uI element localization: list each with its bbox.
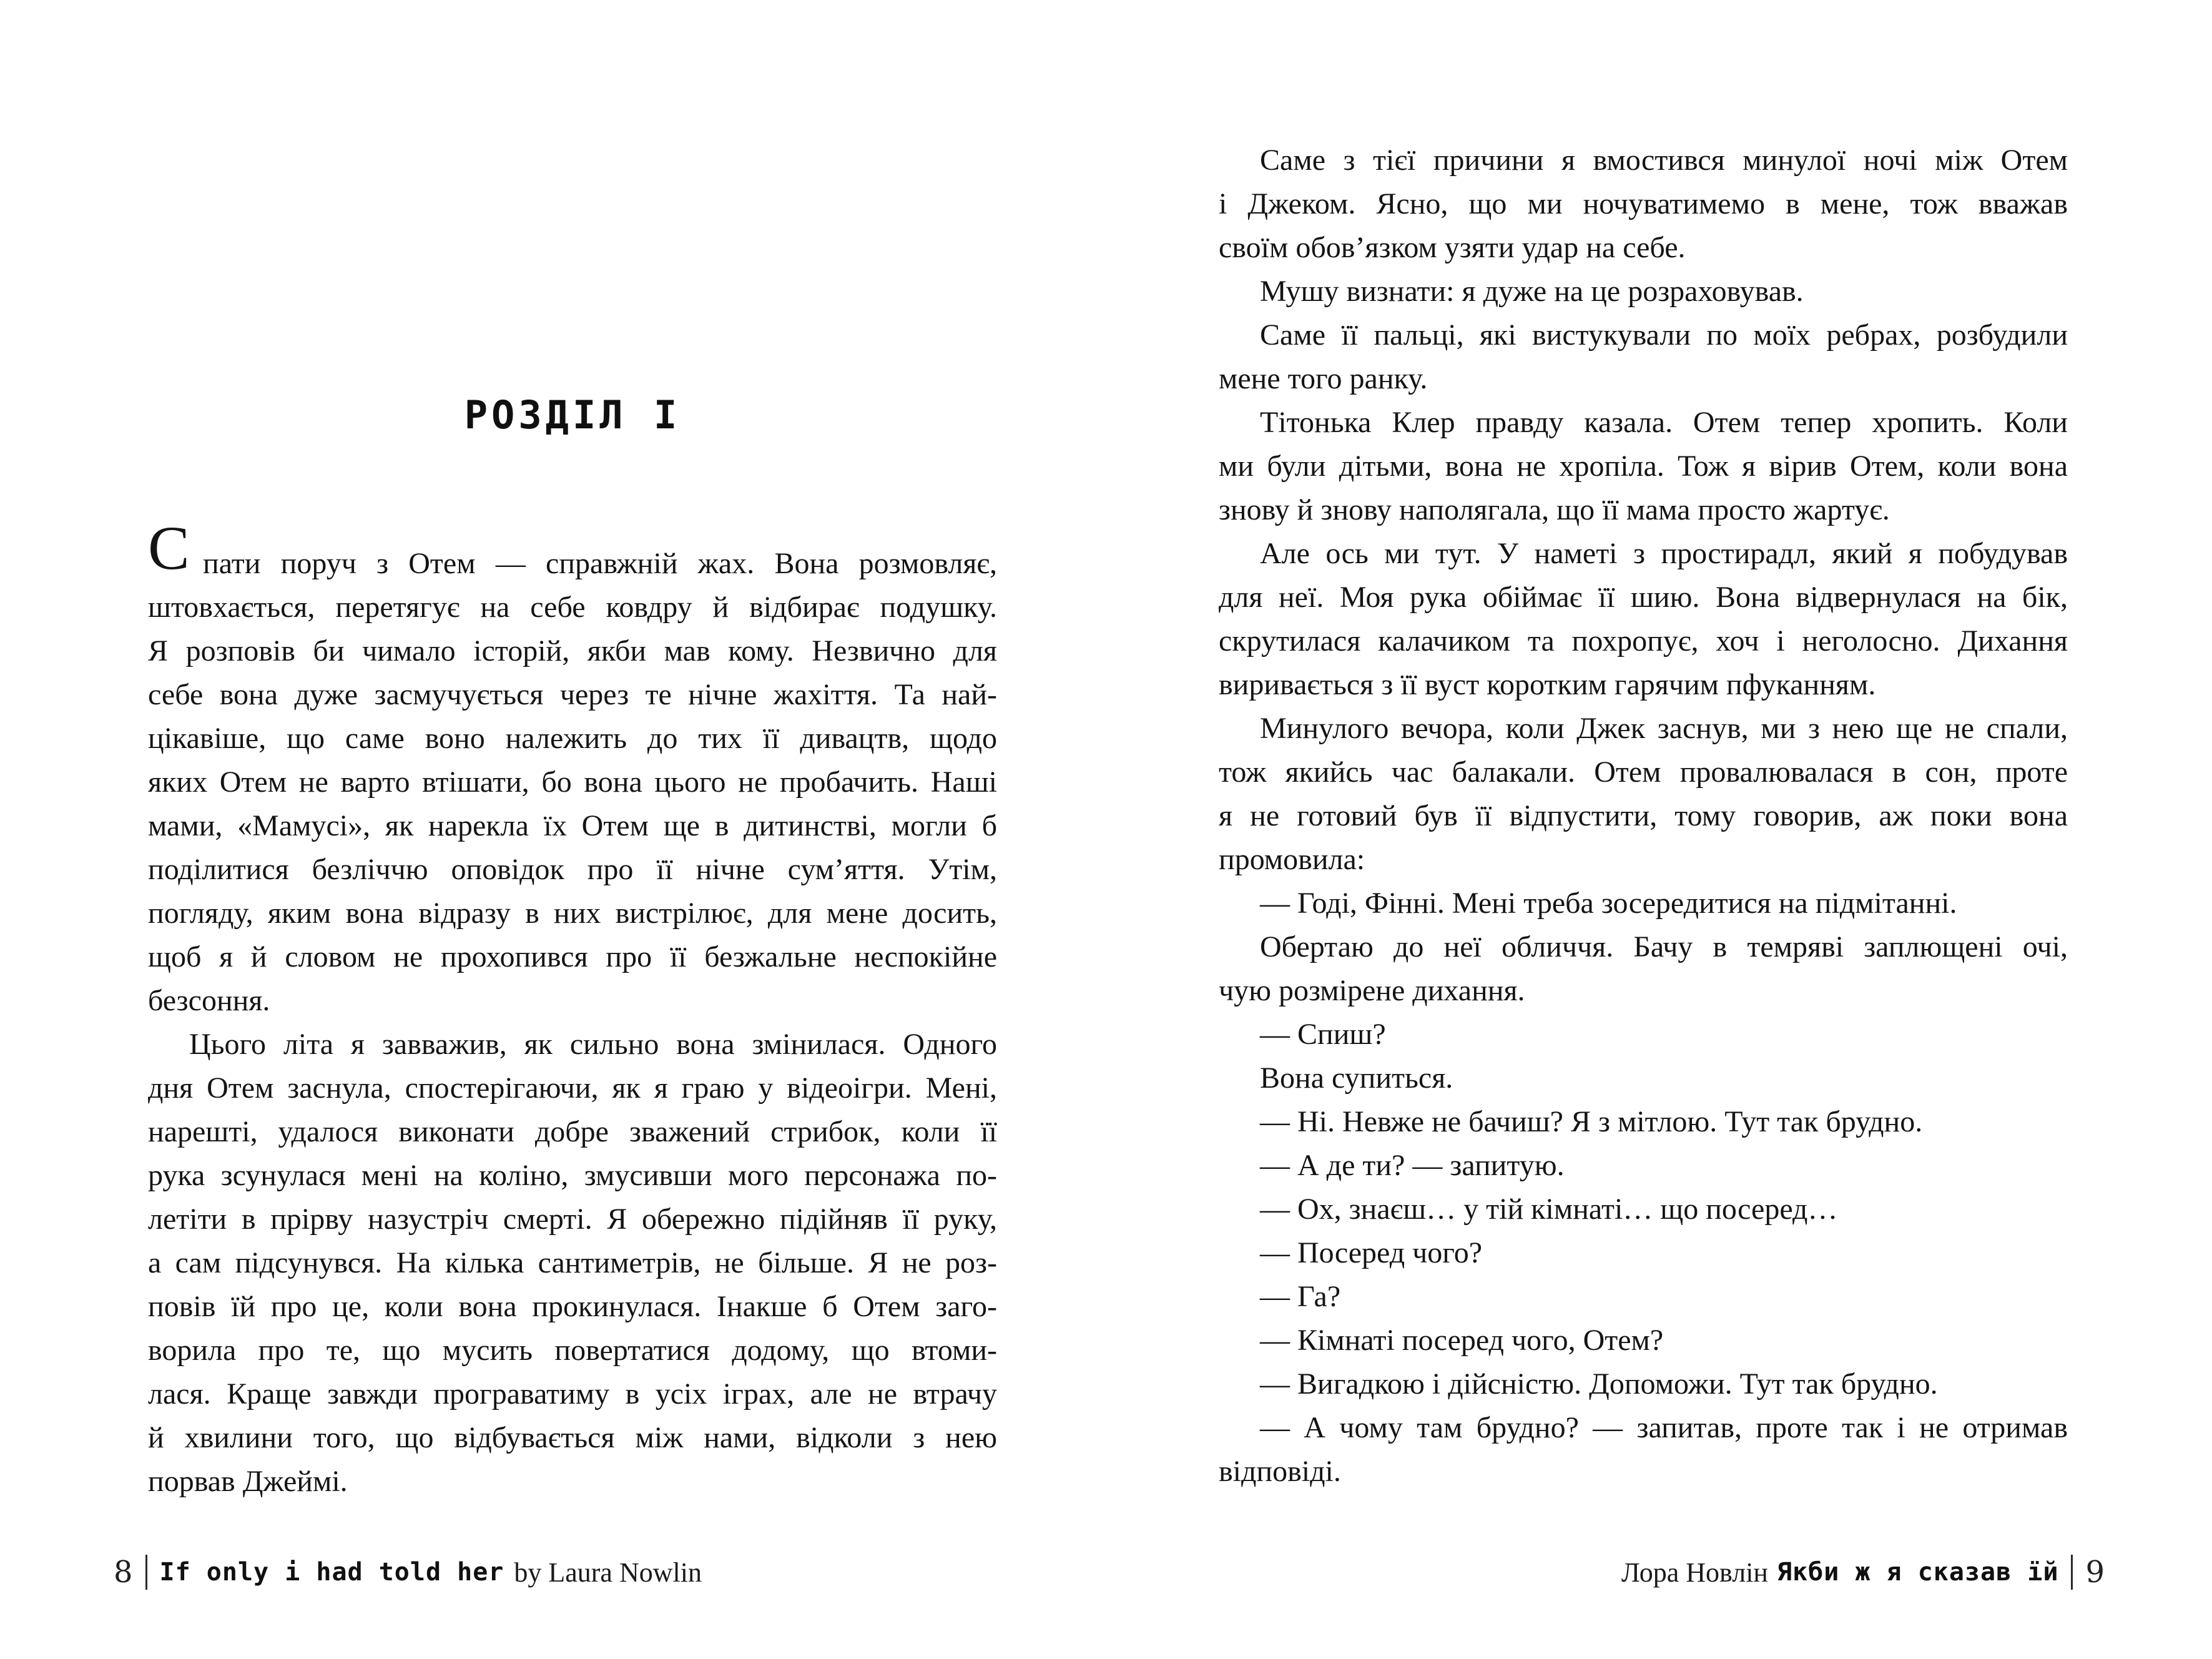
- right-page-number: 9: [2085, 1555, 2105, 1590]
- text-line: я не готовий був її відпустити, тому говорив, аж поки вона: [1219, 799, 2068, 832]
- text-line: промовила:: [1219, 843, 1365, 876]
- text-line: Минулого вечора, коли Джек заснув, ми з нею ще не спали,: [1260, 712, 2068, 745]
- text-line: знову й знову наполягала, що її мама просто жартує.: [1219, 493, 1890, 526]
- text-line: поділитися безліччю оповідок про її нічне сум’яття. Утім,: [148, 853, 997, 886]
- right-page: [1106, 0, 2212, 1659]
- text-line: виривається з її вуст коротким гарячим пфуканням.: [1219, 668, 1876, 701]
- text-line: летіти в прірву назустріч смерті. Я обережно підійняв її руку,: [148, 1203, 997, 1236]
- text-line: — А де ти? — запитую.: [1260, 1149, 1565, 1182]
- book-title-ukrainian: Якби ж я сказав їй: [1776, 1558, 2059, 1587]
- text-line: ми були дітьми, вона не хропіла. Тож я вірив Отем, коли вона: [1219, 450, 2068, 483]
- footer-divider-bar: [145, 1555, 147, 1590]
- footer-divider-bar: [2071, 1555, 2073, 1590]
- text-line: Я розповів би чимало історій, якби мав кому. Незвично для: [148, 634, 997, 667]
- text-line: для неї. Моя рука обіймає її шию. Вона відвернулася на бік,: [1219, 581, 2068, 614]
- text-line: щоб я й словом не прохопився про її безжальне неспокійне: [148, 940, 997, 973]
- text-line: себе вона дуже засмучується через те нічне жахіття. Та най-: [148, 678, 997, 711]
- text-line: погляду, яким вона відразу в них вистрілює, для мене досить,: [148, 897, 997, 930]
- text-line: ворила про те, що мусить повертатися додому, що втоми-: [148, 1334, 997, 1367]
- book-author-english: by Laura Nowlin: [514, 1557, 702, 1588]
- text-line: тож якийсь час балакали. Отем провалювалася в сон, проте: [1219, 756, 2068, 789]
- chapter-heading: РОЗДІЛ I: [464, 392, 681, 438]
- right-page-footer: [1621, 1555, 2105, 1590]
- book-title-english: If only i had told her: [159, 1558, 504, 1587]
- text-line: дня Отем заснула, спостерігаючи, як я граю у відеоігри. Мені,: [148, 1071, 997, 1105]
- text-line: рука зсунулася мені на коліно, змусивши мого персонажа по-: [148, 1159, 997, 1192]
- text-line: скрутилася калачиком та похропує, хоч і неголосно. Дихання: [1219, 624, 2068, 657]
- text-line: відповіді.: [1219, 1455, 1341, 1488]
- text-line: — Спиш?: [1260, 1018, 1386, 1051]
- text-line: Тітонька Клер правду казала. Отем тепер хропить. Коли: [1260, 406, 2068, 439]
- text-line: — Га?: [1260, 1280, 1341, 1313]
- text-line: штовхається, перетягує на себе ковдру й відбирає подушку.: [148, 591, 997, 624]
- text-line: нарешті, удалося виконати добре зважений стрибок, коли її: [148, 1115, 997, 1148]
- text-line: Саме з тієї причини я вмостився минулої ночі між Отем: [1260, 144, 2068, 177]
- text-line: Обертаю до неї обличчя. Бачу в темряві заплющені очі,: [1260, 930, 2068, 963]
- text-line: — Посеред чого?: [1260, 1236, 1483, 1269]
- book-author-ukrainian: Лора Новлін: [1621, 1557, 1768, 1588]
- text-line: а сам підсунувся. На кілька сантиметрів, не більше. Я не роз-: [148, 1246, 997, 1279]
- text-line: й хвилини того, що відбувається між нами, відколи з нею: [148, 1421, 997, 1454]
- left-page-number: 8: [114, 1555, 133, 1590]
- text-line: порвав Джеймі.: [148, 1465, 348, 1498]
- text-line: лася. Краще завжди програватиму в усіх іграх, але не втрачу: [148, 1377, 997, 1410]
- text-line: мами, «Мамусі», як нарекла їх Отем ще в дитинстві, могли б: [148, 809, 997, 842]
- text-line: безсоння.: [148, 984, 270, 1017]
- text-line: і Джеком. Ясно, що ми ночуватимемо в мене, тож вважав: [1219, 187, 2068, 220]
- text-line: повів їй про це, коли вона прокинулася. Інакше б Отем заго-: [148, 1290, 997, 1323]
- drop-cap-letter: С: [148, 513, 190, 583]
- text-line: своїм обов’язком узяти удар на себе.: [1219, 231, 1686, 264]
- right-page-text: [1219, 139, 2068, 1494]
- text-line: Але ось ми тут. У наметі з простирадл, який я побудував: [1260, 537, 2068, 570]
- text-line: Вона супиться.: [1260, 1061, 1453, 1095]
- text-line: — Ох, знаєш… у тій кімнаті… що посеред…: [1260, 1193, 1838, 1226]
- text-line: цікавіше, що саме воно належить до тих її дивацтв, щодо: [148, 722, 997, 755]
- text-line: Саме її пальці, які вистукували по моїх ребрах, розбудили: [1260, 318, 2068, 352]
- text-line: — А чому там брудно? — запитав, проте так і не отримав: [1260, 1411, 2068, 1444]
- left-page-footer: [114, 1555, 702, 1590]
- text-line: Цього літа я завважив, як сильно вона змінилася. Одного: [189, 1028, 997, 1061]
- text-line: яких Отем не варто втішати, бо вона цього не пробачить. Наші: [148, 766, 997, 799]
- text-line: — Вигадкою і дійсністю. Допоможи. Тут так брудно.: [1260, 1367, 1938, 1401]
- left-page-text: [148, 513, 997, 1504]
- text-line: — Ні. Невже не бачиш? Я з мітлою. Тут так брудно.: [1260, 1105, 1923, 1138]
- text-line: Мушу визнати: я дуже на це розраховував.: [1260, 275, 1804, 308]
- text-line: чую розмірене дихання.: [1219, 974, 1525, 1007]
- text-line: мене того ранку.: [1219, 362, 1428, 395]
- text-line: С пати поруч з Отем — справжній жах. Вона розмовляє,: [148, 513, 997, 583]
- text-line: — Кімнаті посеред чого, Отем?: [1260, 1324, 1664, 1357]
- text-line: — Годі, Фінні. Мені треба зосередитися на підмітанні.: [1260, 887, 1957, 920]
